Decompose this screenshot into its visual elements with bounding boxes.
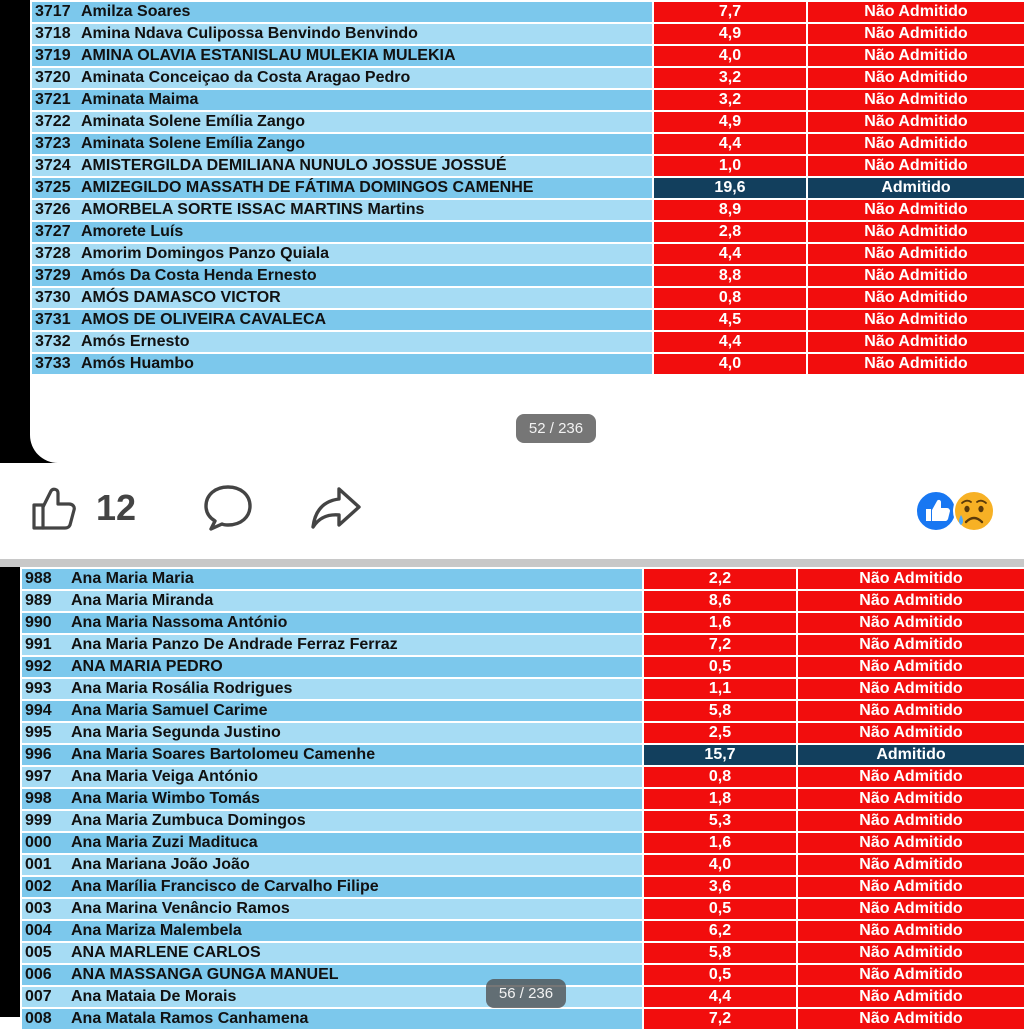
status-not-admitted: Não Admitido xyxy=(797,964,1025,986)
table-row xyxy=(21,810,1025,832)
table-row xyxy=(31,309,1025,331)
score-cell: 1,1 xyxy=(643,678,797,700)
table-row xyxy=(21,898,1025,920)
candidate-name: Ana Maria Panzo De Andrade Ferraz Ferraz xyxy=(71,636,398,653)
candidate-name: Ana Mataia De Morais xyxy=(71,988,237,1005)
status-not-admitted: Não Admitido xyxy=(807,89,1025,111)
candidate-number: 3728 xyxy=(35,245,71,262)
candidate-cell xyxy=(31,331,653,353)
score-cell: 1,0 xyxy=(653,155,807,177)
candidate-cell xyxy=(31,287,653,309)
score-cell: 1,8 xyxy=(643,788,797,810)
candidate-cell xyxy=(21,942,643,964)
candidate-name: Ana Maria Wimbo Tomás xyxy=(71,790,260,807)
status-not-admitted: Não Admitido xyxy=(797,788,1025,810)
candidate-number: 999 xyxy=(25,812,52,829)
table-row xyxy=(31,353,1025,375)
admission-results-table-2 xyxy=(20,567,1026,1031)
candidate-number: 994 xyxy=(25,702,52,719)
score-cell: 5,8 xyxy=(643,942,797,964)
score-cell: 6,2 xyxy=(643,920,797,942)
table-row xyxy=(31,111,1025,133)
status-not-admitted: Não Admitido xyxy=(807,1,1025,23)
candidate-name: Ana Matala Ramos Canhamena xyxy=(71,1010,309,1027)
candidate-cell xyxy=(31,45,653,67)
status-not-admitted: Não Admitido xyxy=(797,920,1025,942)
table-row xyxy=(31,45,1025,67)
candidate-number: 3723 xyxy=(35,135,71,152)
candidate-cell xyxy=(31,155,653,177)
score-cell: 8,8 xyxy=(653,265,807,287)
candidate-number: 3719 xyxy=(35,47,71,64)
score-cell: 3,2 xyxy=(653,89,807,111)
table-row xyxy=(21,920,1025,942)
candidate-cell xyxy=(21,766,643,788)
candidate-name: AMORBELA SORTE ISSAC MARTINS Martins xyxy=(81,201,425,218)
candidate-name: Ana Maria Maria xyxy=(71,570,194,587)
candidate-cell xyxy=(21,1008,643,1030)
score-cell: 19,6 xyxy=(653,177,807,199)
candidate-name: Ana Mariza Malembela xyxy=(71,922,242,939)
candidate-cell xyxy=(31,353,653,375)
like-button[interactable] xyxy=(30,483,136,533)
table-row xyxy=(31,243,1025,265)
candidate-name: AMINA OLAVIA ESTANISLAU MULEKIA MULEKIA xyxy=(81,47,456,64)
candidate-cell xyxy=(21,832,643,854)
candidate-cell xyxy=(21,568,643,590)
candidate-name: Ana Marília Francisco de Carvalho Filipe xyxy=(71,878,379,895)
score-cell: 4,4 xyxy=(653,331,807,353)
score-cell: 4,9 xyxy=(653,23,807,45)
score-cell: 0,8 xyxy=(643,766,797,788)
status-not-admitted: Não Admitido xyxy=(797,876,1025,898)
candidate-number: 3724 xyxy=(35,157,71,174)
candidate-number: 998 xyxy=(25,790,52,807)
score-cell: 2,5 xyxy=(643,722,797,744)
score-cell: 4,4 xyxy=(653,133,807,155)
candidate-name: Amós Ernesto xyxy=(81,333,190,350)
candidate-number: 3729 xyxy=(35,267,71,284)
candidate-name: Ana Maria Zuzi Madituca xyxy=(71,834,258,851)
candidate-number: 3726 xyxy=(35,201,71,218)
candidate-cell xyxy=(21,788,643,810)
candidate-number: 3733 xyxy=(35,355,71,372)
status-not-admitted: Não Admitido xyxy=(797,722,1025,744)
score-cell: 2,2 xyxy=(643,568,797,590)
candidate-name: AMIZEGILDO MASSATH DE FÁTIMA DOMINGOS CAMENHE xyxy=(81,179,534,196)
status-not-admitted: Não Admitido xyxy=(797,656,1025,678)
candidate-name: Ana Maria Veiga António xyxy=(71,768,258,785)
table-row xyxy=(21,744,1025,766)
score-cell: 4,9 xyxy=(653,111,807,133)
score-cell: 7,2 xyxy=(643,634,797,656)
table-row xyxy=(21,942,1025,964)
score-cell: 3,2 xyxy=(653,67,807,89)
reactions-summary[interactable] xyxy=(914,489,996,533)
candidate-name: Ana Marina Venâncio Ramos xyxy=(71,900,290,917)
score-cell: 8,6 xyxy=(643,590,797,612)
candidate-number: 3725 xyxy=(35,179,71,196)
candidate-number: 988 xyxy=(25,570,52,587)
table-row xyxy=(31,23,1025,45)
score-cell: 1,6 xyxy=(643,612,797,634)
candidate-name: AMÓS DAMASCO VICTOR xyxy=(81,289,281,306)
table-row xyxy=(31,89,1025,111)
candidate-cell xyxy=(31,23,653,45)
status-not-admitted: Não Admitido xyxy=(797,898,1025,920)
status-not-admitted: Não Admitido xyxy=(807,155,1025,177)
admission-results-table-1 xyxy=(30,0,1026,376)
status-not-admitted: Não Admitido xyxy=(807,67,1025,89)
candidate-number: 3727 xyxy=(35,223,71,240)
status-not-admitted: Não Admitido xyxy=(807,265,1025,287)
candidate-name: Amós Da Costa Henda Ernesto xyxy=(81,267,317,284)
status-not-admitted: Não Admitido xyxy=(797,832,1025,854)
status-not-admitted: Não Admitido xyxy=(797,810,1025,832)
comment-bubble-icon xyxy=(203,483,253,533)
candidate-cell xyxy=(21,810,643,832)
status-not-admitted: Não Admitido xyxy=(807,133,1025,155)
status-not-admitted: Não Admitido xyxy=(807,309,1025,331)
score-cell: 8,9 xyxy=(653,199,807,221)
score-cell: 4,5 xyxy=(653,309,807,331)
candidate-name: Ana Maria Zumbuca Domingos xyxy=(71,812,306,829)
score-cell: 4,4 xyxy=(653,243,807,265)
post-2[interactable] xyxy=(0,567,1024,1027)
table-row xyxy=(21,788,1025,810)
status-not-admitted: Não Admitido xyxy=(807,353,1025,375)
table-row xyxy=(21,656,1025,678)
candidate-cell xyxy=(21,634,643,656)
table-row xyxy=(21,854,1025,876)
candidate-name: Amorete Luís xyxy=(81,223,184,240)
candidate-cell xyxy=(31,309,653,331)
score-cell: 4,0 xyxy=(653,45,807,67)
candidate-cell xyxy=(31,89,653,111)
status-not-admitted: Não Admitido xyxy=(807,23,1025,45)
score-cell: 4,4 xyxy=(643,986,797,1008)
candidate-number: 3720 xyxy=(35,69,71,86)
status-not-admitted: Não Admitido xyxy=(797,986,1025,1008)
candidate-number: 996 xyxy=(25,746,52,763)
candidate-name: Aminata Solene Emília Zango xyxy=(81,135,306,152)
table-row xyxy=(31,221,1025,243)
table-row xyxy=(21,568,1025,590)
candidate-cell xyxy=(21,920,643,942)
candidate-number: 006 xyxy=(25,966,52,983)
score-cell: 1,6 xyxy=(643,832,797,854)
table-row xyxy=(21,766,1025,788)
candidate-name: ANA MASSANGA GUNGA MANUEL xyxy=(71,966,339,983)
score-cell: 5,8 xyxy=(643,700,797,722)
candidate-cell xyxy=(21,656,643,678)
candidate-number: 3731 xyxy=(35,311,71,328)
status-not-admitted: Não Admitido xyxy=(797,590,1025,612)
candidate-number: 990 xyxy=(25,614,52,631)
candidate-name: Ana Maria Nassoma António xyxy=(71,614,288,631)
share-button[interactable] xyxy=(309,483,363,533)
candidate-number: 002 xyxy=(25,878,52,895)
candidate-cell xyxy=(31,111,653,133)
status-not-admitted: Não Admitido xyxy=(797,678,1025,700)
candidate-name: Ana Mariana João João xyxy=(71,856,250,873)
candidate-cell xyxy=(21,612,643,634)
candidate-name: Aminata Maima xyxy=(81,91,199,108)
page-indicator: 56 / 236 xyxy=(486,979,566,1008)
table-row xyxy=(31,67,1025,89)
post-1-image-card[interactable] xyxy=(30,0,1024,463)
score-cell: 4,0 xyxy=(643,854,797,876)
candidate-name: Ana Maria Segunda Justino xyxy=(71,724,281,741)
score-cell: 5,3 xyxy=(643,810,797,832)
post-divider xyxy=(0,559,1024,567)
candidate-cell xyxy=(21,722,643,744)
score-cell: 4,0 xyxy=(653,353,807,375)
candidate-name: ANA MARIA PEDRO xyxy=(71,658,223,675)
score-cell: 2,8 xyxy=(653,221,807,243)
status-not-admitted: Não Admitido xyxy=(807,243,1025,265)
table-row xyxy=(21,1008,1025,1030)
score-cell: 0,5 xyxy=(643,964,797,986)
status-not-admitted: Não Admitido xyxy=(797,766,1025,788)
status-not-admitted: Não Admitido xyxy=(797,854,1025,876)
candidate-name: Ana Maria Miranda xyxy=(71,592,214,609)
sad-reaction-icon xyxy=(952,489,996,533)
score-cell: 0,5 xyxy=(643,898,797,920)
candidate-cell xyxy=(21,898,643,920)
candidate-cell xyxy=(21,700,643,722)
comment-button[interactable] xyxy=(203,483,253,533)
candidate-number: 997 xyxy=(25,768,52,785)
like-count: 12 xyxy=(96,487,137,528)
candidate-name: Ana Maria Soares Bartolomeu Camenhe xyxy=(71,746,376,763)
table-row xyxy=(31,177,1025,199)
score-cell: 0,5 xyxy=(643,656,797,678)
candidate-cell xyxy=(31,243,653,265)
candidate-number: 008 xyxy=(25,1010,52,1027)
candidate-number: 005 xyxy=(25,944,52,961)
candidate-number: 995 xyxy=(25,724,52,741)
candidate-name: AMISTERGILDA DEMILIANA NUNULO JOSSUE JOSSUÉ xyxy=(81,157,507,174)
table-row xyxy=(21,722,1025,744)
candidate-cell xyxy=(21,876,643,898)
candidate-name: Ana Maria Rosália Rodrigues xyxy=(71,680,293,697)
candidate-cell xyxy=(21,678,643,700)
status-not-admitted: Não Admitido xyxy=(797,942,1025,964)
post-1 xyxy=(0,0,1024,463)
table-row xyxy=(21,634,1025,656)
share-arrow-icon xyxy=(309,483,363,533)
table-row xyxy=(31,331,1025,353)
status-not-admitted: Não Admitido xyxy=(797,568,1025,590)
candidate-cell xyxy=(21,744,643,766)
status-not-admitted: Não Admitido xyxy=(807,331,1025,353)
candidate-number: 3732 xyxy=(35,333,71,350)
candidate-cell xyxy=(31,177,653,199)
table-row xyxy=(31,155,1025,177)
candidate-name: Amina Ndava Culipossa Benvindo Benvindo xyxy=(81,25,418,42)
thumbs-up-icon xyxy=(30,484,78,532)
table-2-body xyxy=(21,568,1025,1030)
candidate-name: AMOS DE OLIVEIRA CAVALECA xyxy=(81,311,327,328)
candidate-number: 007 xyxy=(25,988,52,1005)
candidate-cell xyxy=(31,133,653,155)
score-cell: 7,2 xyxy=(643,1008,797,1030)
status-admitted: Admitido xyxy=(797,744,1025,766)
candidate-number: 3721 xyxy=(35,91,71,108)
table-row xyxy=(21,612,1025,634)
table-row xyxy=(21,678,1025,700)
page-indicator: 52 / 236 xyxy=(516,414,596,443)
status-admitted: Admitido xyxy=(807,177,1025,199)
status-not-admitted: Não Admitido xyxy=(807,221,1025,243)
table-row xyxy=(31,265,1025,287)
status-not-admitted: Não Admitido xyxy=(797,1008,1025,1030)
score-cell: 7,7 xyxy=(653,1,807,23)
candidate-number: 989 xyxy=(25,592,52,609)
table-row xyxy=(21,832,1025,854)
candidate-name: Amorim Domingos Panzo Quiala xyxy=(81,245,330,262)
table-row xyxy=(21,590,1025,612)
candidate-number: 003 xyxy=(25,900,52,917)
candidate-name: Amós Huambo xyxy=(81,355,194,372)
status-not-admitted: Não Admitido xyxy=(807,45,1025,67)
candidate-number: 004 xyxy=(25,922,52,939)
candidate-cell xyxy=(31,1,653,23)
status-not-admitted: Não Admitido xyxy=(807,111,1025,133)
table-row xyxy=(31,199,1025,221)
candidate-cell xyxy=(31,199,653,221)
score-cell: 0,8 xyxy=(653,287,807,309)
candidate-name: Aminata Conceiçao da Costa Aragao Pedro xyxy=(81,69,411,86)
status-not-admitted: Não Admitido xyxy=(807,199,1025,221)
candidate-number: 991 xyxy=(25,636,52,653)
table-row xyxy=(21,876,1025,898)
candidate-number: 3718 xyxy=(35,25,71,42)
candidate-cell xyxy=(21,590,643,612)
candidate-name: ANA MARLENE CARLOS xyxy=(71,944,261,961)
candidate-number: 3717 xyxy=(35,3,71,20)
table-row xyxy=(31,287,1025,309)
candidate-number: 001 xyxy=(25,856,52,873)
candidate-name: Aminata Solene Emília Zango xyxy=(81,113,306,130)
candidate-number: 993 xyxy=(25,680,52,697)
status-not-admitted: Não Admitido xyxy=(797,612,1025,634)
candidate-name: Amilza Soares xyxy=(81,3,191,20)
status-not-admitted: Não Admitido xyxy=(797,700,1025,722)
score-cell: 3,6 xyxy=(643,876,797,898)
candidate-cell xyxy=(31,67,653,89)
candidate-cell xyxy=(21,854,643,876)
candidate-number: 992 xyxy=(25,658,52,675)
candidate-number: 3730 xyxy=(35,289,71,306)
score-cell: 15,7 xyxy=(643,744,797,766)
table-row xyxy=(21,700,1025,722)
table-1-body xyxy=(31,1,1025,375)
post-action-bar xyxy=(0,463,1024,559)
candidate-name: Ana Maria Samuel Carime xyxy=(71,702,268,719)
candidate-cell xyxy=(31,221,653,243)
status-not-admitted: Não Admitido xyxy=(807,287,1025,309)
status-not-admitted: Não Admitido xyxy=(797,634,1025,656)
candidate-number: 3722 xyxy=(35,113,71,130)
candidate-number: 000 xyxy=(25,834,52,851)
table-row xyxy=(31,133,1025,155)
table-row xyxy=(31,1,1025,23)
candidate-cell xyxy=(31,265,653,287)
